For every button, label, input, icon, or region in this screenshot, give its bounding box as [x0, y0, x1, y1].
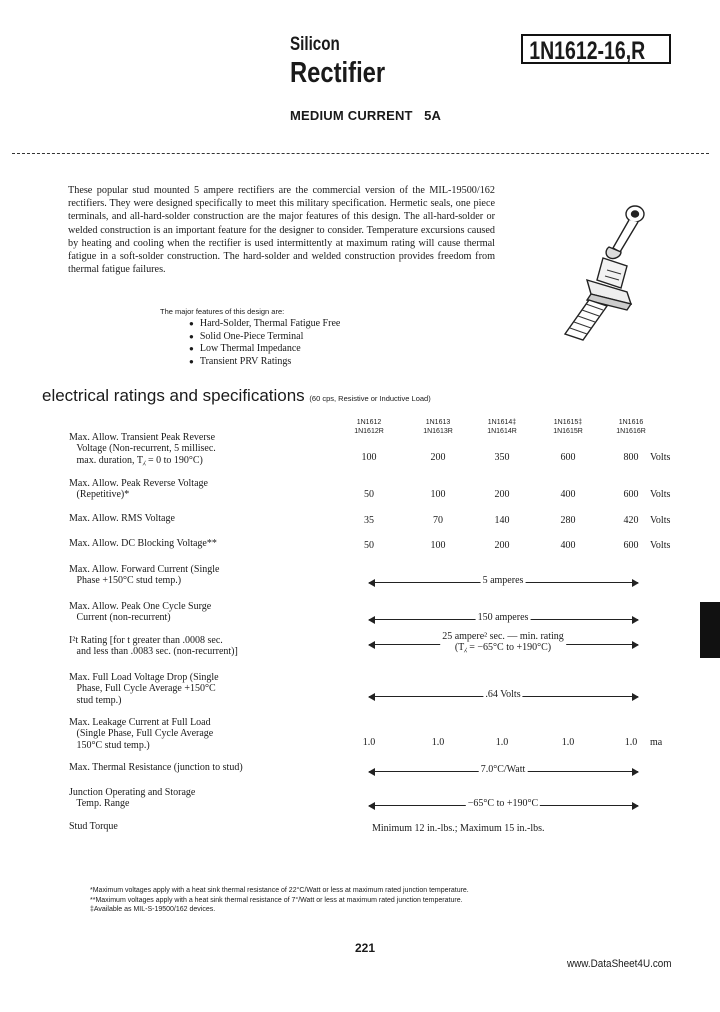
footnote: ‡Available as MIL-S-19500/162 devices.: [90, 906, 216, 913]
span-value: 150 amperes: [477, 612, 529, 623]
list-item: ● Transient PRV Ratings: [189, 356, 340, 369]
part-number-box: [521, 34, 671, 64]
table-cell: 350: [494, 452, 510, 463]
column-header-line1: 1N1614‡: [487, 419, 517, 426]
table-cell: 420: [623, 515, 639, 526]
column-header-line2: 1N1614R: [487, 428, 517, 435]
table-cell: 200: [494, 540, 510, 551]
unit-label: Volts: [650, 489, 671, 500]
footnote: *Maximum voltages apply with a heat sink thermal resistance of 22°C/Watt or less at maximum rated junction temperature.: [90, 887, 469, 894]
row-label: Max. Thermal Resistance (junction to stud): [69, 762, 243, 773]
watermark: www.DataSheet4U.com: [567, 958, 672, 970]
unit-label: Volts: [650, 515, 671, 526]
footnotes: [90, 886, 469, 915]
table-cell: 50: [364, 540, 374, 551]
span-value: −65°C to +190°C: [467, 798, 539, 809]
table-cell: 100: [361, 452, 377, 463]
list-item: ● Solid One-Piece Terminal: [189, 331, 340, 344]
table-cell: 600: [560, 452, 576, 463]
table-cell: 140: [494, 515, 510, 526]
table-cell: 1.0: [624, 737, 638, 748]
column-header-line2: 1N1616R: [616, 428, 646, 435]
stud-rectifier-icon: [545, 200, 645, 345]
table-cell: 600: [623, 540, 639, 551]
table-cell: 200: [430, 452, 446, 463]
table-cell: 100: [430, 489, 446, 500]
table-cell: 1.0: [561, 737, 575, 748]
span-value: 5 amperes: [482, 575, 524, 586]
section-note: (60 cps, Resistive or Inductive Load): [309, 394, 431, 403]
table-cell: 70: [433, 515, 443, 526]
column-header-line1: 1N1613: [425, 419, 451, 426]
column-header: [413, 418, 463, 436]
row-label: Max. Leakage Current at Full Load (Single Phase, Full Cycle Average 150°C stud temp.): [69, 717, 214, 751]
divider: [12, 153, 709, 154]
unit-label: Volts: [650, 540, 671, 551]
features-heading: The major features of this design are:: [160, 307, 285, 316]
table-cell: 400: [560, 489, 576, 500]
column-header-line1: 1N1615‡: [553, 419, 583, 426]
subtitle: MEDIUM CURRENT 5A: [290, 108, 442, 123]
part-number: 1N1612-16,R: [529, 37, 646, 65]
section-title-text: electrical ratings and specifications: [42, 386, 305, 405]
row-label: Max. Allow. Forward Current (Single Phase +150°C stud temp.): [69, 564, 220, 587]
table-cell: 1.0: [431, 737, 445, 748]
column-header-line2: 1N1612R: [354, 428, 384, 435]
column-header-line2: 1N1613R: [423, 428, 453, 435]
footnote: **Maximum voltages apply with a heat sink thermal resistance of 7°/Watt or less at maximum rated junction temperature.: [90, 896, 463, 904]
column-header-line1: 1N1616: [618, 419, 644, 426]
unit-label: Volts: [650, 452, 671, 463]
column-header-line1: 1N1612: [356, 419, 382, 426]
row-label: I²t Rating [for t greater than .0008 sec. and less than .0083 sec. (non-recurrent)]: [69, 635, 238, 658]
title-rectifier: Rectifier: [290, 57, 386, 89]
intro-paragraph: These popular stud mounted 5 ampere rectifiers are the commercial version of the MIL-19500/162 rectifiers. They were designed specifically to meet this military specification. Hermetic seals, one piece terminals, and all-hard-solder construction are the major features of this design. The all-hard-solder or welded construction is an important feature for the designer to consider. Temperature excursions caused by heating and cooling when the rectifier is used intermittently at maximum rating will cause thermal fatigue in a soft-solder construction. The hard-solder and welded construction provides freedom from thermal fatigue failures.: [68, 185, 495, 276]
row-label: Max. Allow. Peak One Cycle Surge Current (non-recurrent): [69, 601, 212, 624]
table-cell: 35: [364, 515, 374, 526]
span-value: 25 ampere² sec. — min. rating (T⁁ = −65°C to +190°C): [442, 631, 564, 653]
table-cell: 1.0: [362, 737, 376, 748]
column-header: [543, 418, 593, 436]
row-label: Stud Torque: [69, 821, 118, 832]
table-cell: 400: [560, 540, 576, 551]
page-number: 221: [355, 941, 376, 955]
list-item: ● Low Thermal Impedance: [189, 343, 340, 356]
table-cell: 280: [560, 515, 576, 526]
section-tab: [700, 602, 720, 658]
row-label: Max. Allow. RMS Voltage: [69, 513, 175, 524]
table-cell: 800: [623, 452, 639, 463]
features-list: [189, 318, 340, 368]
column-header: [344, 418, 394, 436]
row-label: Max. Allow. Peak Reverse Voltage (Repetitive)*: [69, 478, 208, 501]
row-label: Junction Operating and Storage Temp. Range: [69, 787, 196, 810]
title-silicon: Silicon: [290, 34, 340, 55]
column-header: [477, 418, 527, 436]
table-cell: 50: [364, 489, 374, 500]
table-cell: 1.0: [495, 737, 509, 748]
column-header-line2: 1N1615R: [553, 428, 583, 435]
list-item: ● Hard-Solder, Thermal Fatigue Free: [189, 318, 340, 331]
column-header: [606, 418, 656, 436]
row-label: Max. Allow. Transient Peak Reverse Voltage (Non-recurrent, 5 millisec. max. duration, T⁁ = 0 to 190°C): [69, 432, 216, 466]
unit-label: ma: [650, 737, 663, 748]
row-label: Max. Full Load Voltage Drop (Single Phase, Full Cycle Average +150°C stud temp.): [69, 672, 219, 706]
section-title: [42, 386, 431, 406]
span-value: 7.0°C/Watt: [480, 764, 526, 775]
table-cell: 100: [430, 540, 446, 551]
table-cell: 600: [623, 489, 639, 500]
row-label: Max. Allow. DC Blocking Voltage**: [69, 538, 217, 549]
plain-value: Minimum 12 in.-lbs.; Maximum 15 in.-lbs.: [372, 823, 545, 834]
table-cell: 200: [494, 489, 510, 500]
span-value: .64 Volts: [485, 689, 521, 700]
